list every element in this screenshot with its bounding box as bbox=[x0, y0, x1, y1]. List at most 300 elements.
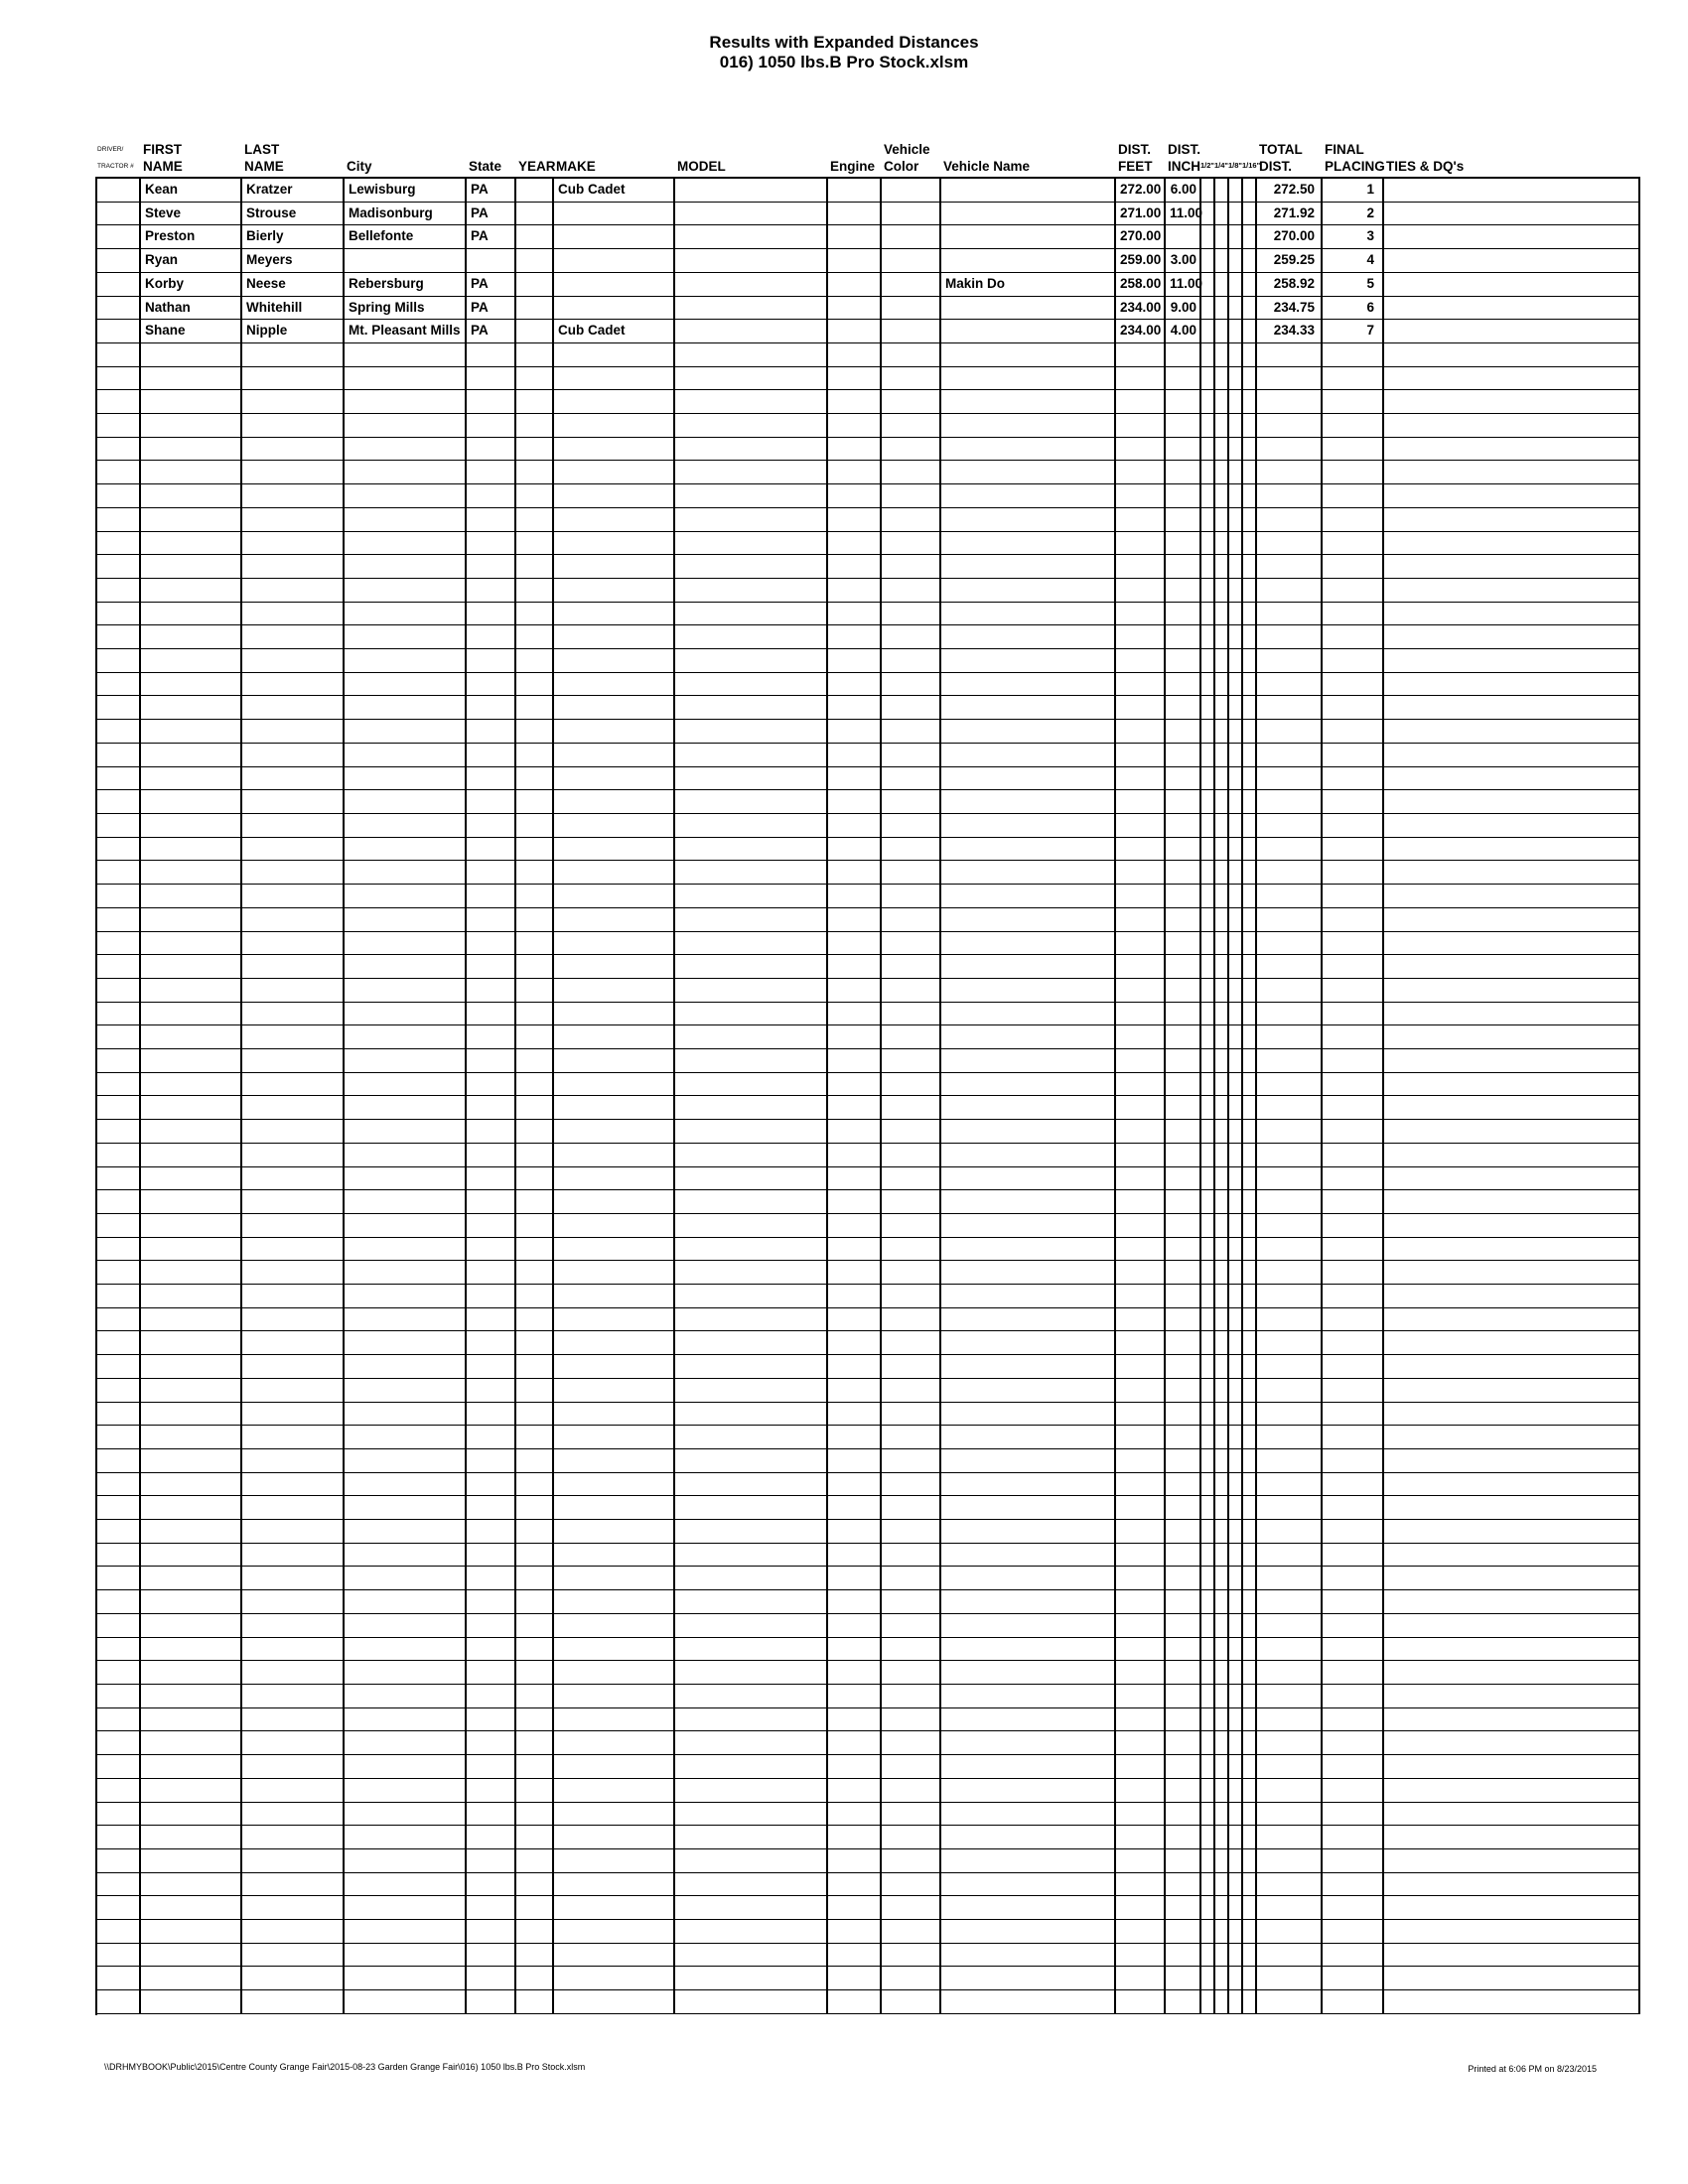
empty-cell-vehicle_name bbox=[941, 625, 1116, 649]
empty-cell-vehicle_color bbox=[882, 861, 941, 885]
empty-cell-driver_tractor bbox=[97, 861, 141, 885]
empty-cell-half bbox=[1201, 955, 1215, 979]
empty-cell-dist_inch bbox=[1166, 484, 1201, 508]
empty-cell-quarter bbox=[1215, 1238, 1229, 1262]
empty-cell-eighth bbox=[1229, 555, 1243, 579]
empty-cell-year bbox=[516, 1214, 554, 1238]
empty-cell-sixteenth bbox=[1243, 885, 1257, 908]
empty-cell-total_dist bbox=[1257, 343, 1323, 367]
empty-cell-first_name bbox=[141, 979, 242, 1003]
empty-cell-first_name bbox=[141, 1473, 242, 1497]
empty-cell-dist_feet bbox=[1116, 1873, 1166, 1897]
empty-cell-make bbox=[554, 1073, 675, 1097]
empty-cell-last_name bbox=[242, 1379, 345, 1403]
cell-state: PA bbox=[467, 179, 516, 203]
empty-cell-final_placing bbox=[1323, 1331, 1384, 1355]
cell-engine bbox=[828, 203, 882, 226]
empty-cell-state bbox=[467, 1238, 516, 1262]
empty-cell-state bbox=[467, 1896, 516, 1920]
empty-cell-vehicle_color bbox=[882, 767, 941, 791]
empty-cell-city bbox=[345, 1520, 467, 1544]
empty-cell-total_dist bbox=[1257, 1873, 1323, 1897]
cell-first_name: Nathan bbox=[141, 297, 242, 321]
empty-cell-half bbox=[1201, 1803, 1215, 1827]
empty-cell-dist_inch bbox=[1166, 1731, 1201, 1755]
empty-cell-engine bbox=[828, 390, 882, 414]
empty-cell-quarter bbox=[1215, 603, 1229, 626]
empty-cell-state bbox=[467, 838, 516, 862]
empty-cell-city bbox=[345, 1496, 467, 1520]
empty-cell-make bbox=[554, 814, 675, 838]
empty-cell-last_name bbox=[242, 1544, 345, 1568]
empty-cell-state bbox=[467, 1685, 516, 1708]
empty-cell-eighth bbox=[1229, 673, 1243, 697]
empty-cell-vehicle_color bbox=[882, 1638, 941, 1662]
empty-cell-ties_dqs bbox=[1384, 579, 1640, 603]
empty-cell-state bbox=[467, 579, 516, 603]
empty-cell-sixteenth bbox=[1243, 673, 1257, 697]
empty-cell-state bbox=[467, 1779, 516, 1803]
empty-cell-eighth bbox=[1229, 1308, 1243, 1332]
empty-cell-total_dist bbox=[1257, 1331, 1323, 1355]
empty-cell-first_name bbox=[141, 1190, 242, 1214]
cell-total_dist: 259.25 bbox=[1257, 249, 1323, 273]
empty-cell-driver_tractor bbox=[97, 1803, 141, 1827]
empty-cell-dist_inch bbox=[1166, 1826, 1201, 1849]
empty-cell-final_placing bbox=[1323, 1685, 1384, 1708]
empty-cell-dist_inch bbox=[1166, 1803, 1201, 1827]
empty-cell-state bbox=[467, 1590, 516, 1614]
empty-cell-total_dist bbox=[1257, 1496, 1323, 1520]
empty-cell-city bbox=[345, 744, 467, 767]
empty-cell-ties_dqs bbox=[1384, 1449, 1640, 1473]
empty-cell-sixteenth bbox=[1243, 720, 1257, 744]
empty-cell-vehicle_color bbox=[882, 1990, 941, 2014]
empty-cell-first_name bbox=[141, 720, 242, 744]
cell-make bbox=[554, 249, 675, 273]
empty-cell-dist_feet bbox=[1116, 838, 1166, 862]
empty-cell-total_dist bbox=[1257, 1967, 1323, 1990]
empty-cell-make bbox=[554, 673, 675, 697]
empty-cell-engine bbox=[828, 603, 882, 626]
empty-cell-first_name bbox=[141, 508, 242, 532]
cell-vehicle_color bbox=[882, 225, 941, 249]
empty-cell-last_name bbox=[242, 579, 345, 603]
cell-city: Madisonburg bbox=[345, 203, 467, 226]
empty-cell-state bbox=[467, 390, 516, 414]
empty-cell-city bbox=[345, 1190, 467, 1214]
empty-cell-year bbox=[516, 1261, 554, 1285]
empty-cell-quarter bbox=[1215, 1779, 1229, 1803]
empty-cell-last_name bbox=[242, 1120, 345, 1144]
empty-cell-last_name bbox=[242, 955, 345, 979]
empty-cell-last_name bbox=[242, 1003, 345, 1026]
empty-cell-first_name bbox=[141, 1167, 242, 1191]
empty-cell-model bbox=[675, 438, 828, 462]
empty-cell-dist_inch bbox=[1166, 885, 1201, 908]
empty-cell-engine bbox=[828, 1073, 882, 1097]
empty-cell-quarter bbox=[1215, 673, 1229, 697]
empty-cell-total_dist bbox=[1257, 579, 1323, 603]
empty-cell-engine bbox=[828, 1426, 882, 1449]
empty-cell-model bbox=[675, 1096, 828, 1120]
empty-cell-ties_dqs bbox=[1384, 1708, 1640, 1732]
empty-cell-last_name bbox=[242, 414, 345, 438]
empty-cell-dist_inch bbox=[1166, 1873, 1201, 1897]
empty-cell-vehicle_color bbox=[882, 414, 941, 438]
empty-cell-eighth bbox=[1229, 1190, 1243, 1214]
empty-cell-city bbox=[345, 461, 467, 484]
empty-cell-city bbox=[345, 1567, 467, 1590]
empty-cell-last_name bbox=[242, 1731, 345, 1755]
empty-cell-vehicle_color bbox=[882, 343, 941, 367]
cell-eighth bbox=[1229, 320, 1243, 343]
cell-sixteenth bbox=[1243, 320, 1257, 343]
empty-cell-make bbox=[554, 790, 675, 814]
empty-cell-total_dist bbox=[1257, 1920, 1323, 1944]
empty-cell-sixteenth bbox=[1243, 1003, 1257, 1026]
empty-cell-vehicle_color bbox=[882, 1803, 941, 1827]
empty-cell-quarter bbox=[1215, 1096, 1229, 1120]
empty-cell-dist_feet bbox=[1116, 1849, 1166, 1873]
cell-ties_dqs bbox=[1384, 273, 1640, 297]
empty-cell-vehicle_name bbox=[941, 1426, 1116, 1449]
empty-cell-eighth bbox=[1229, 767, 1243, 791]
empty-cell-half bbox=[1201, 1920, 1215, 1944]
empty-cell-sixteenth bbox=[1243, 932, 1257, 956]
cell-dist_feet: 258.00 bbox=[1116, 273, 1166, 297]
empty-cell-vehicle_name bbox=[941, 955, 1116, 979]
empty-cell-vehicle_color bbox=[882, 1308, 941, 1332]
empty-cell-vehicle_name bbox=[941, 1003, 1116, 1026]
header-engine: Engine bbox=[830, 159, 876, 174]
empty-cell-half bbox=[1201, 1873, 1215, 1897]
cell-engine bbox=[828, 297, 882, 321]
empty-cell-model bbox=[675, 955, 828, 979]
empty-cell-first_name bbox=[141, 1826, 242, 1849]
empty-cell-driver_tractor bbox=[97, 1190, 141, 1214]
empty-cell-driver_tractor bbox=[97, 1473, 141, 1497]
empty-cell-eighth bbox=[1229, 1167, 1243, 1191]
empty-cell-first_name bbox=[141, 1449, 242, 1473]
empty-cell-engine bbox=[828, 1826, 882, 1849]
empty-cell-make bbox=[554, 1544, 675, 1568]
empty-cell-dist_feet bbox=[1116, 1331, 1166, 1355]
empty-cell-year bbox=[516, 979, 554, 1003]
empty-cell-total_dist bbox=[1257, 1308, 1323, 1332]
empty-cell-quarter bbox=[1215, 955, 1229, 979]
empty-cell-engine bbox=[828, 1496, 882, 1520]
empty-cell-half bbox=[1201, 1025, 1215, 1049]
empty-cell-make bbox=[554, 1331, 675, 1355]
empty-cell-model bbox=[675, 1567, 828, 1590]
cell-half bbox=[1201, 320, 1215, 343]
header-eighth-inch: 1/8" bbox=[1228, 161, 1242, 170]
empty-cell-ties_dqs bbox=[1384, 1144, 1640, 1167]
empty-cell-dist_feet bbox=[1116, 367, 1166, 391]
empty-cell-state bbox=[467, 438, 516, 462]
empty-cell-half bbox=[1201, 767, 1215, 791]
cell-quarter bbox=[1215, 179, 1229, 203]
empty-cell-make bbox=[554, 1049, 675, 1073]
empty-cell-state bbox=[467, 1849, 516, 1873]
empty-cell-last_name bbox=[242, 979, 345, 1003]
empty-cell-first_name bbox=[141, 603, 242, 626]
empty-cell-dist_feet bbox=[1116, 744, 1166, 767]
empty-cell-city bbox=[345, 767, 467, 791]
empty-cell-city bbox=[345, 885, 467, 908]
empty-cell-vehicle_name bbox=[941, 1967, 1116, 1990]
empty-cell-ties_dqs bbox=[1384, 1120, 1640, 1144]
empty-cell-ties_dqs bbox=[1384, 438, 1640, 462]
empty-cell-quarter bbox=[1215, 1803, 1229, 1827]
empty-cell-dist_feet bbox=[1116, 1379, 1166, 1403]
empty-cell-year bbox=[516, 673, 554, 697]
empty-cell-quarter bbox=[1215, 790, 1229, 814]
empty-cell-quarter bbox=[1215, 1990, 1229, 2014]
empty-cell-quarter bbox=[1215, 625, 1229, 649]
empty-cell-quarter bbox=[1215, 1003, 1229, 1026]
cell-sixteenth bbox=[1243, 225, 1257, 249]
cell-quarter bbox=[1215, 203, 1229, 226]
empty-cell-last_name bbox=[242, 1073, 345, 1097]
empty-cell-last_name bbox=[242, 1990, 345, 2014]
empty-cell-model bbox=[675, 1590, 828, 1614]
empty-cell-dist_inch bbox=[1166, 1285, 1201, 1308]
cell-last_name: Kratzer bbox=[242, 179, 345, 203]
empty-cell-first_name bbox=[141, 1873, 242, 1897]
empty-cell-driver_tractor bbox=[97, 1073, 141, 1097]
empty-cell-model bbox=[675, 1073, 828, 1097]
empty-cell-state bbox=[467, 1285, 516, 1308]
empty-cell-sixteenth bbox=[1243, 1826, 1257, 1849]
empty-cell-sixteenth bbox=[1243, 1144, 1257, 1167]
empty-cell-first_name bbox=[141, 1096, 242, 1120]
empty-cell-first_name bbox=[141, 1896, 242, 1920]
empty-cell-vehicle_name bbox=[941, 1779, 1116, 1803]
empty-cell-engine bbox=[828, 1544, 882, 1568]
header-inch-line1: DIST. bbox=[1168, 142, 1201, 157]
empty-cell-half bbox=[1201, 1167, 1215, 1191]
empty-cell-model bbox=[675, 1449, 828, 1473]
empty-cell-quarter bbox=[1215, 555, 1229, 579]
cell-dist_inch bbox=[1166, 225, 1201, 249]
empty-cell-quarter bbox=[1215, 1261, 1229, 1285]
empty-cell-ties_dqs bbox=[1384, 861, 1640, 885]
empty-cell-state bbox=[467, 1355, 516, 1379]
empty-cell-dist_inch bbox=[1166, 1567, 1201, 1590]
empty-cell-vehicle_color bbox=[882, 932, 941, 956]
empty-cell-dist_inch bbox=[1166, 1331, 1201, 1355]
empty-cell-dist_feet bbox=[1116, 1544, 1166, 1568]
empty-cell-driver_tractor bbox=[97, 625, 141, 649]
empty-cell-dist_inch bbox=[1166, 1025, 1201, 1049]
empty-cell-total_dist bbox=[1257, 1190, 1323, 1214]
empty-cell-sixteenth bbox=[1243, 1073, 1257, 1097]
empty-cell-first_name bbox=[141, 1590, 242, 1614]
empty-cell-dist_feet bbox=[1116, 979, 1166, 1003]
empty-cell-model bbox=[675, 885, 828, 908]
empty-cell-vehicle_name bbox=[941, 367, 1116, 391]
empty-cell-city bbox=[345, 1755, 467, 1779]
empty-cell-state bbox=[467, 1073, 516, 1097]
empty-cell-first_name bbox=[141, 908, 242, 932]
empty-cell-ties_dqs bbox=[1384, 1096, 1640, 1120]
empty-cell-half bbox=[1201, 814, 1215, 838]
cell-final_placing: 2 bbox=[1323, 203, 1384, 226]
empty-cell-engine bbox=[828, 1849, 882, 1873]
empty-cell-quarter bbox=[1215, 1308, 1229, 1332]
empty-cell-final_placing bbox=[1323, 767, 1384, 791]
empty-cell-year bbox=[516, 1308, 554, 1332]
empty-cell-final_placing bbox=[1323, 932, 1384, 956]
empty-cell-half bbox=[1201, 1285, 1215, 1308]
empty-cell-quarter bbox=[1215, 1331, 1229, 1355]
empty-cell-model bbox=[675, 1779, 828, 1803]
empty-cell-final_placing bbox=[1323, 508, 1384, 532]
empty-cell-make bbox=[554, 1496, 675, 1520]
empty-cell-dist_feet bbox=[1116, 649, 1166, 673]
cell-vehicle_name: Makin Do bbox=[941, 273, 1116, 297]
empty-cell-dist_inch bbox=[1166, 1779, 1201, 1803]
cell-ties_dqs bbox=[1384, 249, 1640, 273]
empty-cell-driver_tractor bbox=[97, 555, 141, 579]
empty-cell-half bbox=[1201, 1967, 1215, 1990]
empty-cell-year bbox=[516, 1567, 554, 1590]
cell-last_name: Whitehill bbox=[242, 297, 345, 321]
empty-cell-last_name bbox=[242, 343, 345, 367]
empty-cell-total_dist bbox=[1257, 603, 1323, 626]
empty-cell-year bbox=[516, 814, 554, 838]
cell-vehicle_name bbox=[941, 225, 1116, 249]
empty-cell-final_placing bbox=[1323, 979, 1384, 1003]
empty-cell-engine bbox=[828, 1167, 882, 1191]
empty-cell-vehicle_color bbox=[882, 696, 941, 720]
empty-cell-engine bbox=[828, 885, 882, 908]
empty-cell-quarter bbox=[1215, 1214, 1229, 1238]
empty-cell-half bbox=[1201, 1355, 1215, 1379]
empty-cell-total_dist bbox=[1257, 1003, 1323, 1026]
empty-cell-final_placing bbox=[1323, 367, 1384, 391]
empty-cell-dist_inch bbox=[1166, 1449, 1201, 1473]
empty-cell-make bbox=[554, 932, 675, 956]
cell-state: PA bbox=[467, 320, 516, 343]
empty-cell-final_placing bbox=[1323, 1496, 1384, 1520]
empty-cell-sixteenth bbox=[1243, 1167, 1257, 1191]
empty-cell-first_name bbox=[141, 1120, 242, 1144]
empty-cell-dist_inch bbox=[1166, 955, 1201, 979]
empty-cell-first_name bbox=[141, 1355, 242, 1379]
empty-cell-year bbox=[516, 1755, 554, 1779]
cell-engine bbox=[828, 320, 882, 343]
empty-cell-vehicle_name bbox=[941, 1049, 1116, 1073]
cell-year bbox=[516, 249, 554, 273]
empty-cell-driver_tractor bbox=[97, 932, 141, 956]
empty-cell-total_dist bbox=[1257, 1049, 1323, 1073]
empty-cell-model bbox=[675, 1403, 828, 1427]
empty-cell-driver_tractor bbox=[97, 1238, 141, 1262]
empty-cell-year bbox=[516, 1144, 554, 1167]
empty-cell-first_name bbox=[141, 1285, 242, 1308]
empty-cell-city bbox=[345, 955, 467, 979]
empty-cell-sixteenth bbox=[1243, 1214, 1257, 1238]
empty-cell-dist_feet bbox=[1116, 1096, 1166, 1120]
cell-state bbox=[467, 249, 516, 273]
empty-cell-vehicle_name bbox=[941, 1214, 1116, 1238]
cell-final_placing: 4 bbox=[1323, 249, 1384, 273]
empty-cell-quarter bbox=[1215, 1167, 1229, 1191]
empty-cell-state bbox=[467, 1426, 516, 1449]
empty-cell-state bbox=[467, 1755, 516, 1779]
empty-cell-year bbox=[516, 1967, 554, 1990]
results-grid bbox=[95, 177, 1640, 2015]
empty-cell-quarter bbox=[1215, 579, 1229, 603]
empty-cell-state bbox=[467, 1144, 516, 1167]
empty-cell-first_name bbox=[141, 932, 242, 956]
empty-cell-ties_dqs bbox=[1384, 461, 1640, 484]
empty-cell-vehicle_color bbox=[882, 1355, 941, 1379]
empty-cell-last_name bbox=[242, 1803, 345, 1827]
empty-cell-driver_tractor bbox=[97, 1120, 141, 1144]
empty-cell-half bbox=[1201, 979, 1215, 1003]
empty-cell-total_dist bbox=[1257, 367, 1323, 391]
empty-cell-city bbox=[345, 1096, 467, 1120]
empty-cell-eighth bbox=[1229, 1803, 1243, 1827]
empty-cell-total_dist bbox=[1257, 390, 1323, 414]
empty-cell-sixteenth bbox=[1243, 1896, 1257, 1920]
empty-cell-ties_dqs bbox=[1384, 1049, 1640, 1073]
empty-cell-model bbox=[675, 908, 828, 932]
empty-cell-year bbox=[516, 1426, 554, 1449]
empty-cell-vehicle_color bbox=[882, 1731, 941, 1755]
empty-cell-driver_tractor bbox=[97, 1355, 141, 1379]
empty-cell-first_name bbox=[141, 1049, 242, 1073]
empty-cell-dist_feet bbox=[1116, 1520, 1166, 1544]
empty-cell-city bbox=[345, 1685, 467, 1708]
empty-cell-total_dist bbox=[1257, 1025, 1323, 1049]
empty-cell-final_placing bbox=[1323, 861, 1384, 885]
empty-cell-vehicle_color bbox=[882, 838, 941, 862]
cell-vehicle_color bbox=[882, 273, 941, 297]
empty-cell-vehicle_color bbox=[882, 649, 941, 673]
empty-cell-vehicle_color bbox=[882, 814, 941, 838]
empty-cell-state bbox=[467, 1049, 516, 1073]
empty-cell-last_name bbox=[242, 1520, 345, 1544]
empty-cell-final_placing bbox=[1323, 532, 1384, 556]
empty-cell-driver_tractor bbox=[97, 1731, 141, 1755]
empty-cell-half bbox=[1201, 438, 1215, 462]
empty-cell-quarter bbox=[1215, 1896, 1229, 1920]
empty-cell-last_name bbox=[242, 649, 345, 673]
empty-cell-dist_feet bbox=[1116, 1803, 1166, 1827]
empty-cell-make bbox=[554, 1708, 675, 1732]
empty-cell-final_placing bbox=[1323, 1403, 1384, 1427]
empty-cell-first_name bbox=[141, 1661, 242, 1685]
empty-cell-dist_feet bbox=[1116, 1073, 1166, 1097]
empty-cell-vehicle_name bbox=[941, 1614, 1116, 1638]
empty-cell-ties_dqs bbox=[1384, 1967, 1640, 1990]
empty-cell-final_placing bbox=[1323, 1803, 1384, 1827]
empty-cell-year bbox=[516, 603, 554, 626]
empty-cell-vehicle_color bbox=[882, 720, 941, 744]
empty-cell-dist_inch bbox=[1166, 1849, 1201, 1873]
empty-cell-model bbox=[675, 744, 828, 767]
empty-cell-engine bbox=[828, 1120, 882, 1144]
empty-cell-state bbox=[467, 625, 516, 649]
empty-cell-engine bbox=[828, 1214, 882, 1238]
empty-cell-final_placing bbox=[1323, 720, 1384, 744]
cell-total_dist: 271.92 bbox=[1257, 203, 1323, 226]
